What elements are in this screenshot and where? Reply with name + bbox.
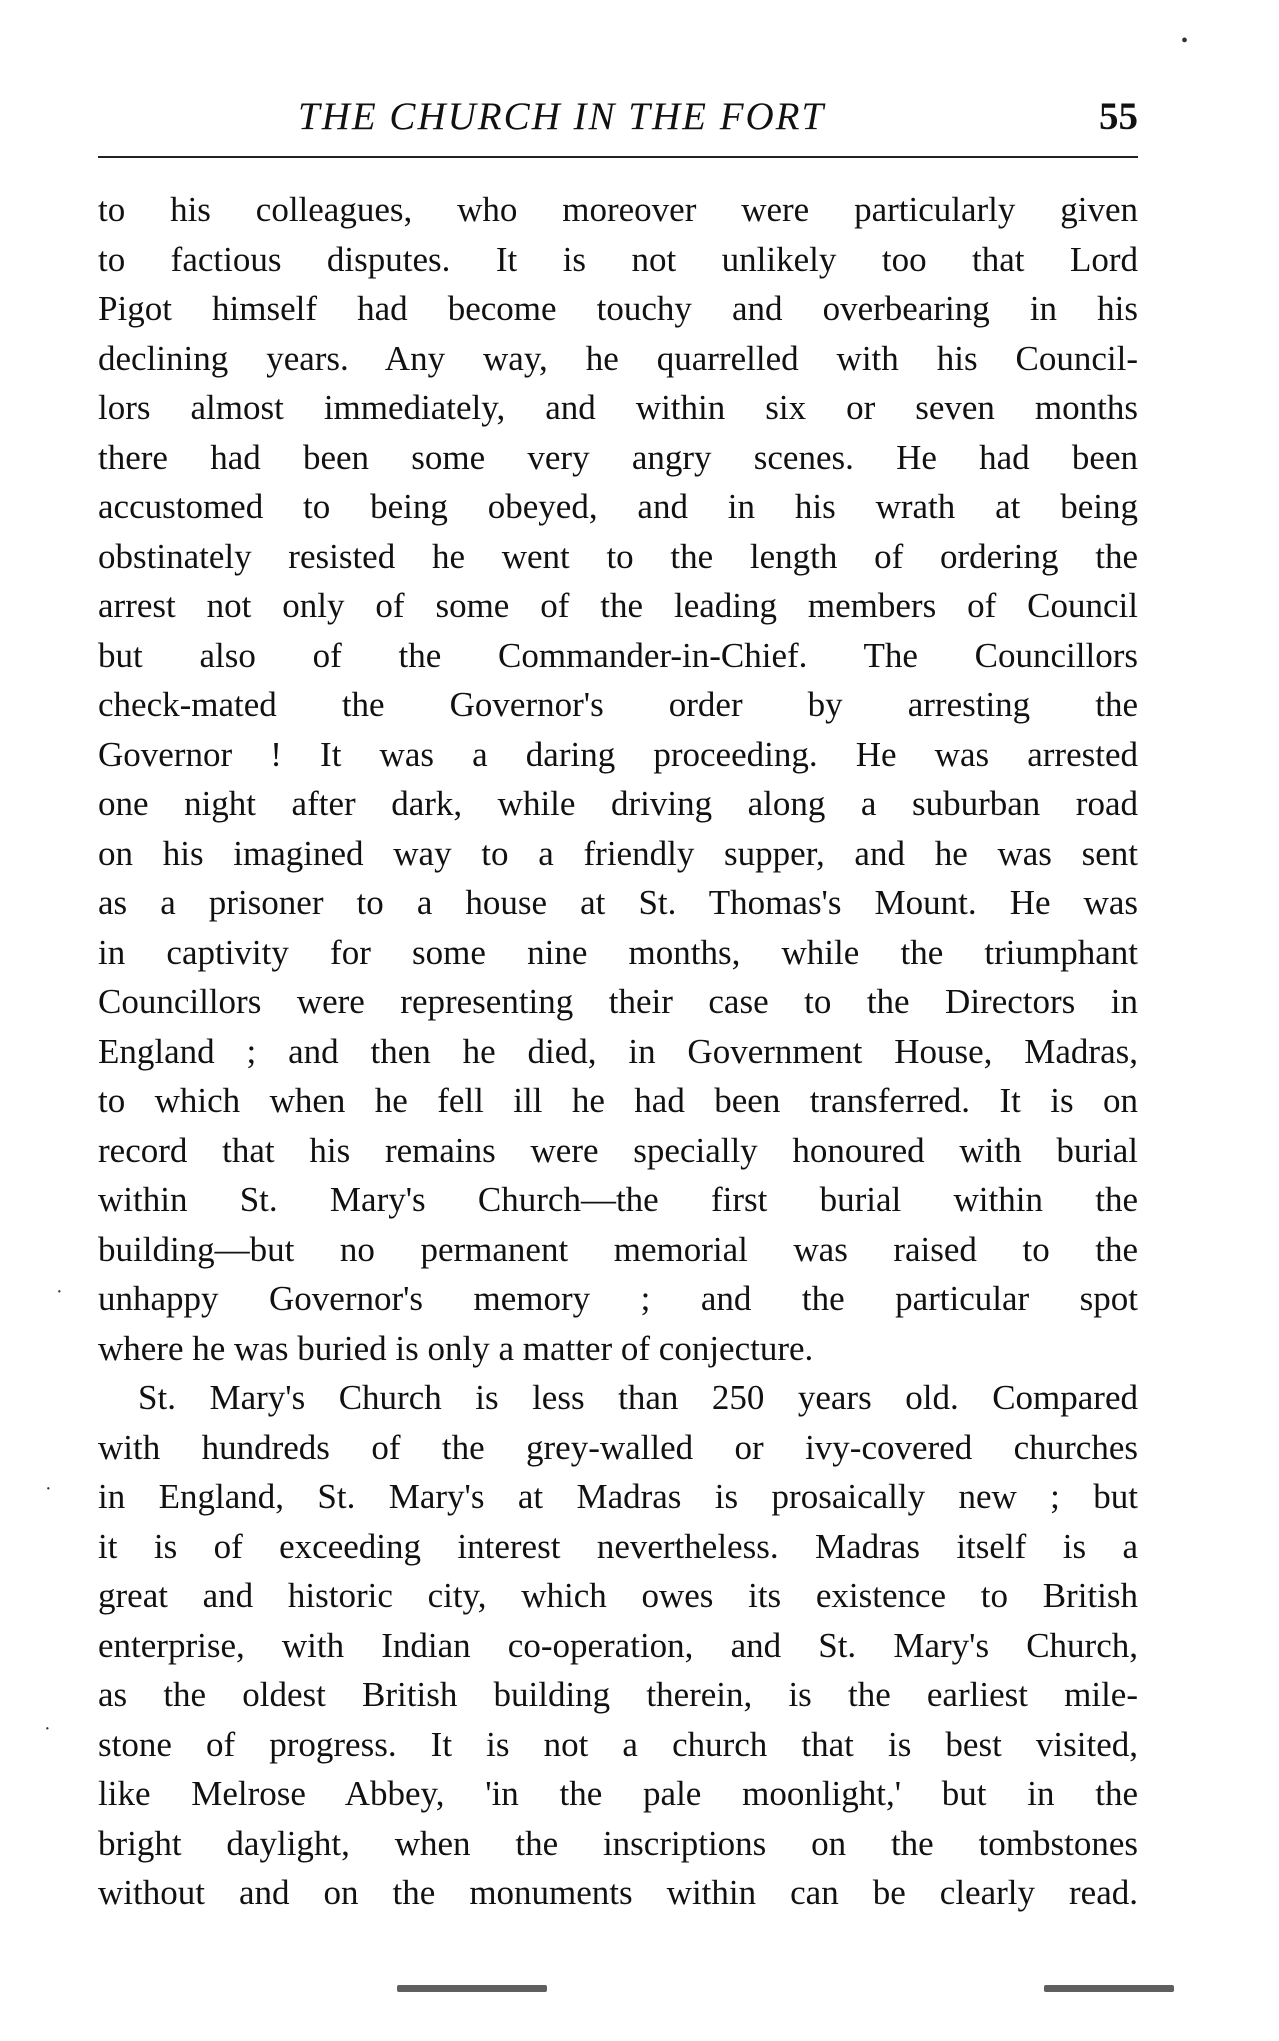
text-line: lors almost immediately, and within six or seven months: [98, 388, 1138, 427]
text-line: Councillors were representing their case to the Directors in: [98, 982, 1138, 1021]
text-line: with hundreds of the grey-walled or ivy-covered churches: [98, 1427, 1138, 1467]
text-line: as a prisoner to a house at St. Thomas's Mount. He was: [98, 883, 1138, 922]
header-rule: [98, 156, 1138, 158]
ink-speck: ·: [56, 1281, 63, 1303]
text-line: Pigot himself had become touchy and overbearing in his: [98, 289, 1138, 328]
text-line: declining years. Any way, he quarrelled with his Council-: [98, 338, 1138, 378]
text-line: where he was buried is only a matter of conjecture.: [98, 1328, 814, 1368]
text-line: within St. Mary's Church—the first burial within the: [98, 1180, 1138, 1219]
running-head: THE CHURCH IN THE FORT: [298, 95, 826, 138]
text-line: like Melrose Abbey, 'in the pale moonlight,' but in the: [98, 1774, 1138, 1813]
ink-speck: •: [1181, 30, 1189, 52]
text-line: it is of exceeding interest nevertheless. Madras itself is a: [98, 1526, 1138, 1566]
scan-artifact: [397, 1985, 547, 1992]
text-line: stone of progress. It is not a church that is best visited,: [98, 1724, 1138, 1764]
text-line: bright daylight, when the inscriptions on the tombstones: [98, 1823, 1138, 1863]
text-line: there had been some very angry scenes. He had been: [98, 437, 1138, 477]
text-line: in captivity for some nine months, while the triumphant: [98, 932, 1138, 972]
text-line: on his imagined way to a friendly supper, and he was sent: [98, 833, 1138, 873]
page-number: 55: [1099, 95, 1138, 138]
text-line: arrest not only of some of the leading members of Council: [98, 586, 1138, 625]
text-line: in England, St. Mary's at Madras is prosaically new ; but: [98, 1477, 1138, 1516]
page-header: [98, 88, 1138, 148]
text-line: one night after dark, while driving along a suburban road: [98, 784, 1138, 823]
text-line: unhappy Governor's memory ; and the particular spot: [98, 1279, 1138, 1318]
text-line: as the oldest British building therein, is the earliest mile-: [98, 1675, 1138, 1714]
text-line: without and on the monuments within can be clearly read.: [98, 1873, 1138, 1912]
text-line: building—but no permanent memorial was raised to the: [98, 1229, 1138, 1269]
text-line: to factious disputes. It is not unlikely too that Lord: [98, 239, 1138, 279]
body-text: [98, 185, 1138, 1918]
text-line: Governor ! It was a daring proceeding. He was arrested: [98, 734, 1138, 774]
text-line: obstinately resisted he went to the length of ordering the: [98, 536, 1138, 576]
text-line: accustomed to being obeyed, and in his wrath at being: [98, 487, 1138, 526]
ink-speck: ·: [45, 1478, 52, 1500]
text-line: to which when he fell ill he had been transferred. It is on: [98, 1081, 1138, 1120]
text-line: great and historic city, which owes its existence to British: [98, 1576, 1138, 1615]
text-line: check-mated the Governor's order by arresting the: [98, 685, 1138, 724]
text-line: to his colleagues, who moreover were particularly given: [98, 190, 1138, 229]
text-line: record that his remains were specially honoured with burial: [98, 1130, 1138, 1170]
text-line: enterprise, with Indian co-operation, and St. Mary's Church,: [98, 1625, 1138, 1665]
text-line: but also of the Commander-in-Chief. The Councillors: [98, 635, 1138, 675]
text-line: England ; and then he died, in Government House, Madras,: [98, 1031, 1138, 1071]
scan-artifact: [1044, 1985, 1174, 1992]
ink-speck: ·: [44, 1718, 51, 1740]
text-line: St. Mary's Church is less than 250 years old. Compared: [138, 1378, 1138, 1417]
